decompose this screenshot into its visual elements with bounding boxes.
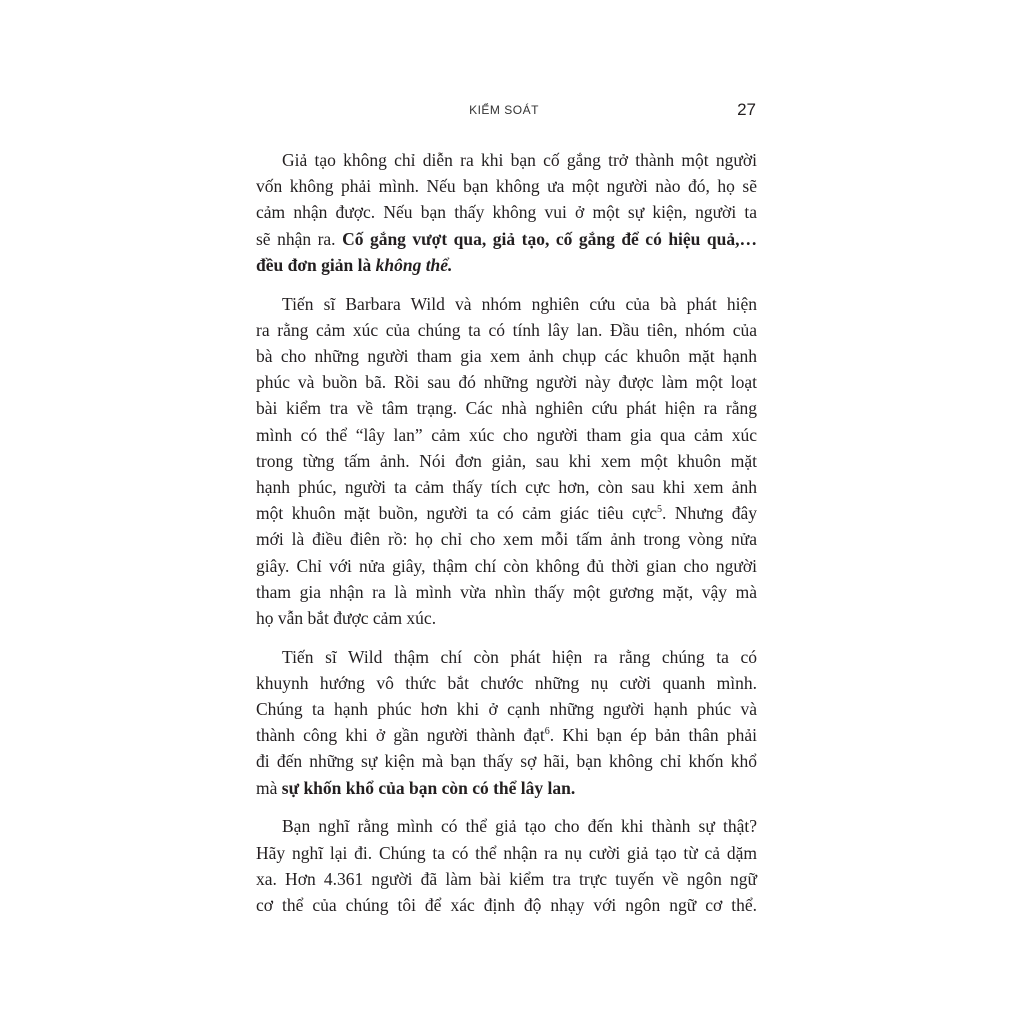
text-line: trong từng tấm ảnh. Nói đơn giản, sau khi xem một khuôn mặt bbox=[256, 450, 757, 471]
text-line: ra rằng cảm xúc của chúng ta có tính lây lan. Đầu tiên, nhóm của bbox=[256, 319, 757, 340]
text-run: . Khi bạn ép bản thân phải bbox=[549, 725, 758, 746]
text-line: giây. Chỉ với nửa giây, thậm chí còn không đủ thời gian cho người bbox=[256, 555, 757, 576]
paragraph-1 bbox=[256, 147, 757, 278]
paragraph-4 bbox=[256, 813, 757, 918]
footnote-marker: 5 bbox=[657, 504, 663, 516]
text-run: sẽ nhận ra. bbox=[256, 228, 343, 249]
bold-italic-text: không thể. bbox=[375, 254, 453, 275]
text-line: tham gia nhận ra là mình vừa nhìn thấy một gương mặt, vậy mà bbox=[256, 581, 757, 602]
text-line: phúc và buồn bã. Rồi sau đó những người này được làm một loạt bbox=[256, 372, 757, 393]
text-line: Giả tạo không chỉ diễn ra khi bạn cố gắng trở thành một người bbox=[282, 150, 757, 170]
text-line: bà cho những người tham gia xem ảnh chụp các khuôn mặt hạnh bbox=[256, 345, 757, 366]
running-header bbox=[252, 100, 756, 124]
text-line: Chúng ta hạnh phúc hơn khi ở cạnh những người hạnh phúc và bbox=[256, 699, 757, 720]
text-line bbox=[256, 775, 757, 801]
bold-text: Cố gắng vượt qua, giả tạo, cố gắng để có hiệu quả,… bbox=[342, 228, 757, 249]
text-line: cơ thể của chúng tôi để xác định độ nhạy với ngôn ngữ cơ thể. bbox=[256, 894, 757, 915]
text-line bbox=[256, 226, 757, 252]
text-line: họ vẫn bắt được cảm xúc. bbox=[256, 607, 437, 628]
chapter-title: KIỂM SOÁT bbox=[469, 103, 539, 117]
text-line: Bạn nghĩ rằng mình có thể giả tạo cho đến khi thành sự thật? bbox=[282, 816, 757, 837]
body-text bbox=[256, 147, 757, 931]
text-run: thành công khi ở gần người thành đạt bbox=[256, 725, 545, 746]
page-number: 27 bbox=[737, 100, 756, 119]
text-line: hạnh phúc, người ta cảm thấy tích cực hơn, còn sau khi xem ảnh bbox=[256, 476, 757, 497]
text-run: mà bbox=[256, 777, 282, 798]
text-line: cảm nhận được. Nếu bạn thấy không vui ở một sự kiện, người ta bbox=[256, 202, 757, 223]
text-line: Tiến sĩ Wild thậm chí còn phát hiện ra rằng chúng ta có bbox=[282, 646, 757, 667]
text-line: khuynh hướng vô thức bắt chước những nụ cười quanh mình. bbox=[256, 672, 757, 693]
text-line bbox=[256, 500, 757, 526]
text-line: đi đến những sự kiện mà bạn thấy sợ hãi, bạn không chỉ khốn khổ bbox=[256, 751, 757, 772]
text-line: Hãy nghĩ lại đi. Chúng ta có thể nhận ra nụ cười giả tạo từ cả dặm bbox=[256, 842, 757, 863]
paragraph-3 bbox=[256, 644, 757, 801]
text-line: mới là điều điên rồ: họ chỉ cho xem mỗi tấm ảnh trong vòng nửa bbox=[256, 529, 757, 550]
text-line: Tiến sĩ Barbara Wild và nhóm nghiên cứu của bà phát hiện bbox=[282, 293, 757, 314]
paragraph-2 bbox=[256, 291, 757, 632]
bold-text: đều đơn giản là bbox=[256, 254, 376, 275]
text-line: xa. Hơn 4.361 người đã làm bài kiểm tra trực tuyến về ngôn ngữ bbox=[256, 868, 757, 889]
text-line bbox=[256, 252, 757, 278]
text-run: . Nhưng đây bbox=[662, 503, 757, 524]
text-line: mình có thể “lây lan” cảm xúc cho người tham gia qua cảm xúc bbox=[256, 424, 757, 445]
text-line: bài kiểm tra về tâm trạng. Các nhà nghiên cứu phát hiện ra rằng bbox=[256, 398, 757, 419]
footnote-marker: 6 bbox=[544, 726, 550, 738]
text-run: một khuôn mặt buồn, người ta có cảm giác tiêu cực bbox=[256, 503, 658, 524]
text-line bbox=[256, 722, 757, 748]
bold-text: sự khốn khổ của bạn còn có thể lây lan. bbox=[281, 777, 576, 798]
text-line: vốn không phải mình. Nếu bạn không ưa một người nào đó, họ sẽ bbox=[256, 176, 757, 197]
